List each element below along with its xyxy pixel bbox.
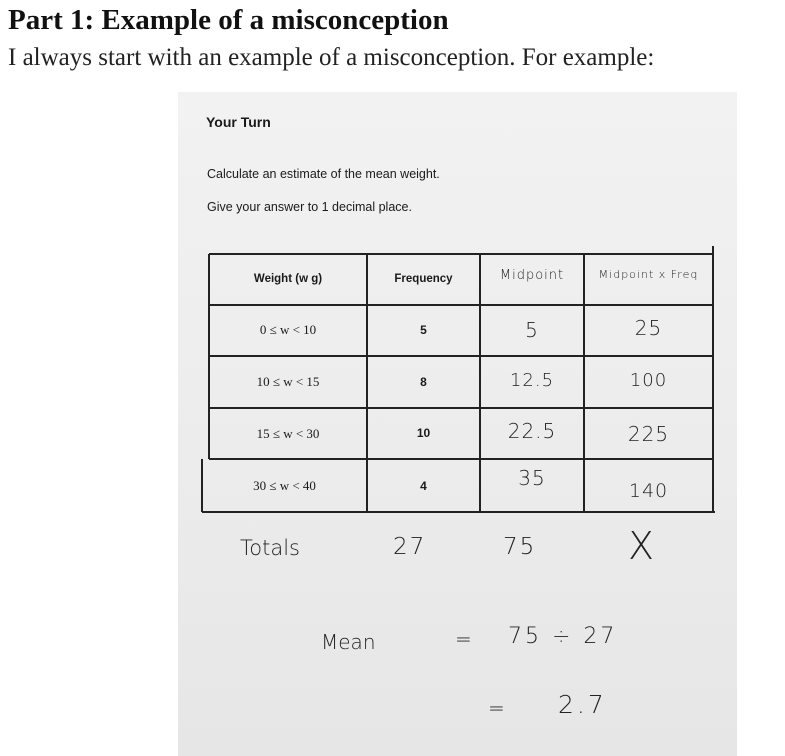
header-midpoint-x-freq: Midpoint x Freq (598, 268, 699, 281)
total-mid-x-freq-cross: X (628, 524, 655, 568)
row-frequency: 8 (420, 375, 427, 389)
row-midpoint: 5 (525, 318, 539, 342)
mean-equals-1: = (455, 627, 472, 651)
mean-equals-2: = (488, 696, 505, 720)
row-mid-x-freq: 225 (627, 422, 670, 446)
intro-text: I always start with an example of a misconception. For example: (8, 44, 655, 71)
mean-expression: 75 ÷ 27 (508, 624, 618, 649)
header-midpoint: Midpoint (499, 268, 565, 283)
header-weight: Weight (w g) (253, 273, 323, 285)
row-midpoint: 22.5 (507, 419, 557, 443)
row-frequency: 10 (416, 426, 431, 440)
row-midpoint: 12.5 (509, 370, 555, 391)
row-range: 30 ≤ w < 40 (253, 478, 316, 493)
total-midpoint: 75 (503, 534, 537, 560)
totals-label: Totals (240, 536, 300, 560)
section-heading: Part 1: Example of a misconception (8, 4, 449, 36)
worksheet-question-line-2: Give your answer to 1 decimal place. (207, 200, 412, 214)
worksheet-question-line-1: Calculate an estimate of the mean weight. (207, 167, 440, 181)
header-frequency: Frequency (394, 273, 453, 285)
row-midpoint: 35 (518, 466, 546, 490)
row-mid-x-freq: 140 (628, 480, 669, 502)
row-frequency: 4 (420, 479, 427, 493)
mean-label: Mean (321, 630, 376, 654)
row-range: 0 ≤ w < 10 (259, 322, 317, 337)
worksheet-title: Your Turn (206, 114, 271, 130)
row-frequency: 5 (420, 323, 427, 337)
row-mid-x-freq: 100 (629, 370, 668, 391)
row-range: 10 ≤ w < 15 (256, 374, 320, 389)
mean-result: 2.7 (558, 690, 607, 719)
worksheet-photo (178, 92, 737, 756)
row-range: 15 ≤ w < 30 (256, 426, 320, 441)
row-mid-x-freq: 25 (634, 316, 663, 340)
total-frequency: 27 (393, 534, 427, 560)
